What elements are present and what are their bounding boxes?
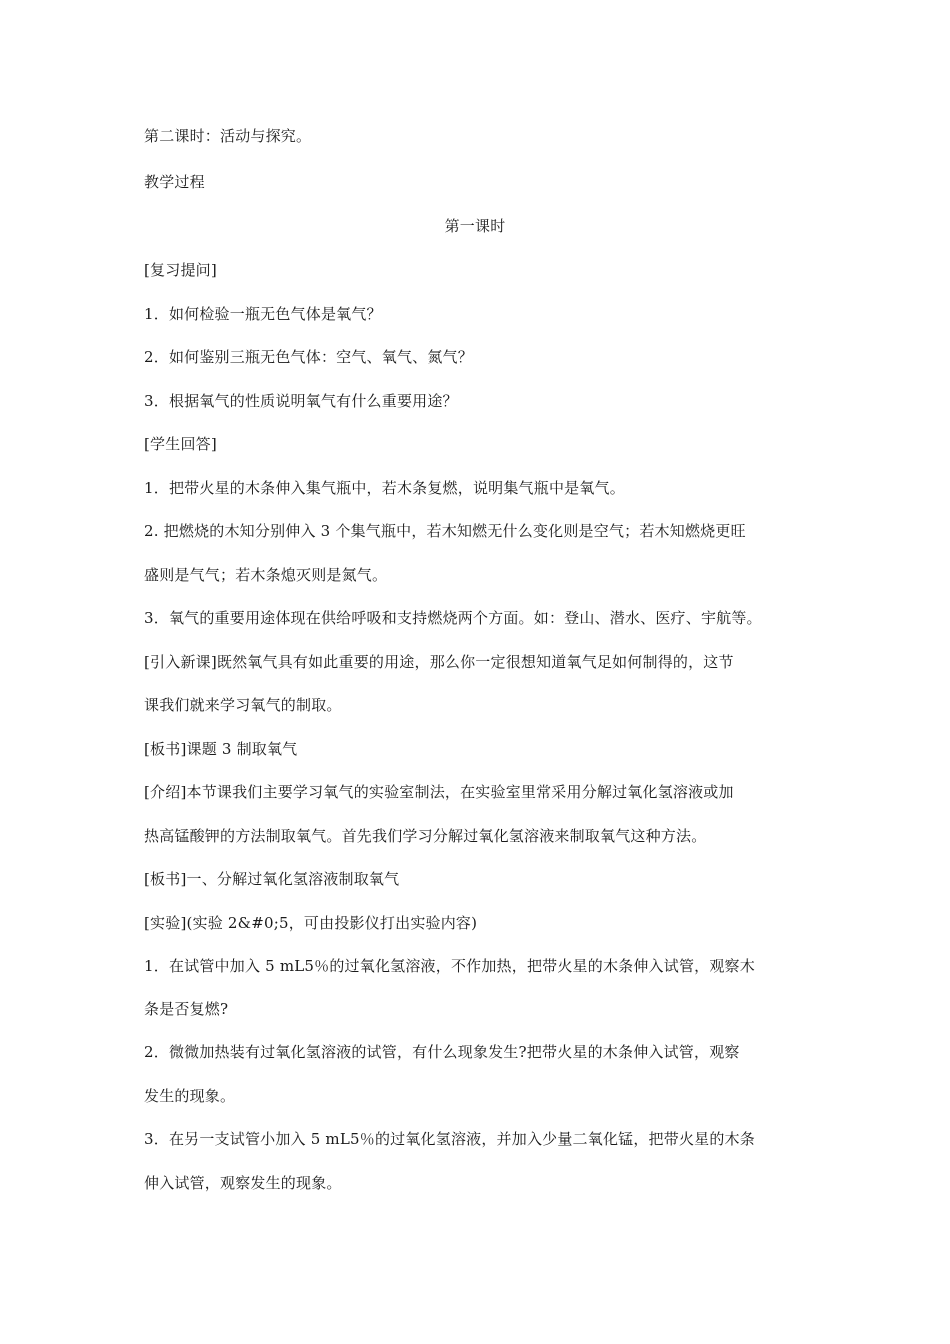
step-2-line-1: 2．微微加热装有过氧化氢溶液的试管，有什么现象发生?把带火星的木条伸入试管，观察 [144, 1043, 740, 1061]
step-3-line-2: 伸入试管，观察发生的现象。 [144, 1174, 342, 1192]
answer-2-line-1: 2. 把燃烧的木知分别伸入 3 个集气瓶中，若木知燃无什么变化则是空气；若木知燃烧更旺 [144, 522, 746, 540]
step-2-line-2: 发生的现象。 [144, 1087, 236, 1105]
introduction-line-2: 热高锰酸钾的方法制取氧气。首先我们学习分解过氧化氢溶液来制取氧气这种方法。 [144, 827, 707, 845]
question-1: 1．如何检验一瓶无色气体是氧气？ [144, 305, 382, 323]
experiment-heading: [实验](实验 2&#0;5，可由投影仪打出实验内容) [144, 914, 478, 932]
answer-3: 3．氧气的重要用途体现在供给呼吸和支持燃烧两个方面。如：登山、潜水、医疗、宇航等。 [144, 609, 762, 627]
intro-line-2: 课我们就来学习氧气的制取。 [144, 696, 342, 714]
introduction-line-1: [介绍]本节课我们主要学习氧气的实验室制法，在实验室里常采用分解过氧化氢溶液或加 [144, 783, 734, 801]
intro-line-1: [引入新课]既然氧气具有如此重要的用途，那么你一定很想知道氧气足如何制得的，这节 [144, 653, 734, 671]
review-heading: [复习提问] [144, 261, 217, 279]
board-topic: [板书]课题 3 制取氧气 [144, 740, 298, 758]
answer-heading: [学生回答] [144, 435, 217, 453]
step-1-line-2: 条是否复燃? [144, 1000, 229, 1018]
step-3-line-1: 3．在另一支试管小加入 5 mL5％的过氧化氢溶液，并加入少量二氧化锰，把带火星的木条 [144, 1130, 755, 1148]
board-section-1: [板书]一、分解过氧化氢溶液制取氧气 [144, 870, 400, 888]
section-heading: 教学过程 [144, 173, 205, 191]
question-2: 2．如何鉴别三瓶无色气体：空气、氧气、氮气？ [144, 348, 473, 366]
answer-1: 1．把带火星的木条伸入集气瓶中，若木条复燃，说明集气瓶中是氧气。 [144, 479, 625, 497]
lesson-subtitle: 第二课时：活动与探究。 [144, 127, 312, 145]
lesson-title: 第一课时 [444, 217, 506, 235]
step-1-line-1: 1．在试管中加入 5 mL5％的过氧化氢溶液，不作加热，把带火星的木条伸入试管，观察木 [144, 957, 755, 975]
answer-2-line-2: 盛则是气气；若木条熄灭则是氮气。 [144, 566, 388, 584]
question-3: 3．根据氧气的性质说明氧气有什么重要用途？ [144, 392, 458, 410]
